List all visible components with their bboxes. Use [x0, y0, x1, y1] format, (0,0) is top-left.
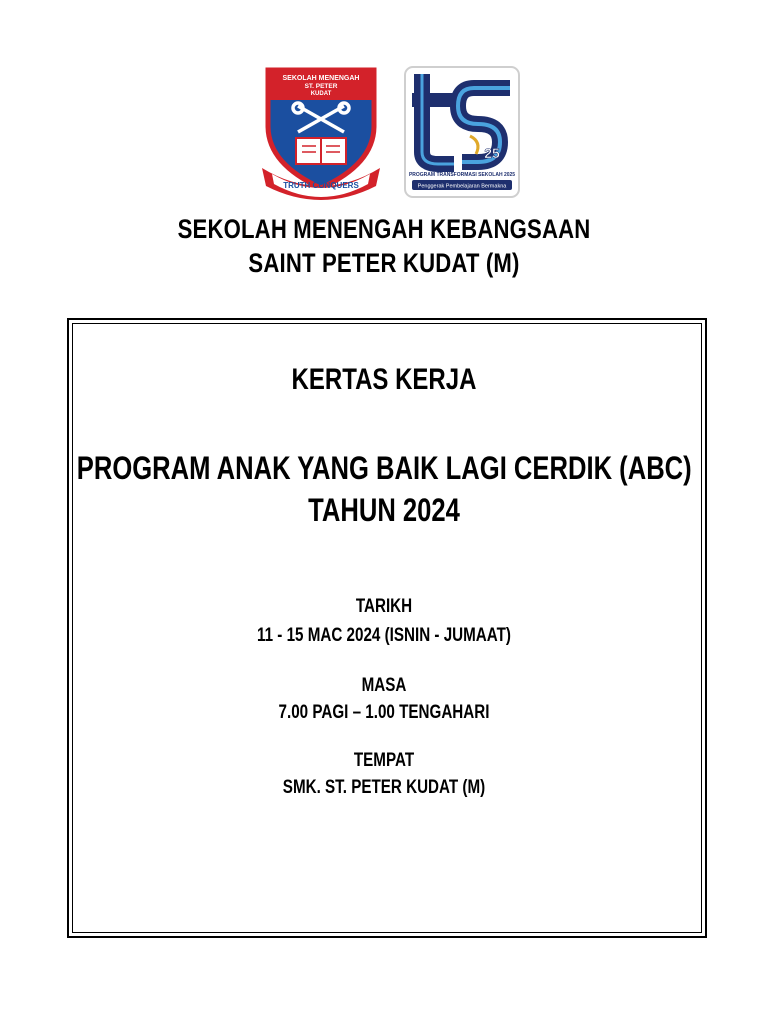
- program-title: [77, 447, 691, 531]
- venue-value: SMK. ST. PETER KUDAT (M): [282, 777, 486, 798]
- time-label: MASA: [361, 675, 407, 696]
- ts25-number: 25: [484, 145, 500, 161]
- crest-text-2: ST. PETER: [304, 83, 338, 90]
- time-value: 7.00 PAGI – 1.00 TENGAHARI: [278, 702, 490, 723]
- document-type-label: KERTAS KERJA: [291, 363, 477, 396]
- logos-row: [0, 64, 768, 204]
- school-crest-logo: [262, 64, 380, 200]
- program-title-line-2: TAHUN 2024: [308, 492, 460, 528]
- open-book-icon: [296, 138, 346, 164]
- ts25-caption: PROGRAM TRANSFORMASI SEKOLAH 2025: [408, 172, 516, 178]
- ts25-logo: [404, 66, 520, 198]
- crest-motto: TRUTH CONQUERS: [283, 181, 359, 190]
- date-value: 11 - 15 MAC 2024 (ISNIN - JUMAAT): [257, 625, 511, 646]
- school-name-line-1: SEKOLAH MENENGAH KEBANGSAAN: [177, 214, 591, 244]
- crest-text-3: KUDAT: [310, 91, 332, 97]
- ts25-tagline: Penggerak Pembelajaran Bermakna: [417, 183, 507, 190]
- crest-text-1: SEKOLAH MENENGAH: [282, 75, 360, 82]
- school-name-line-2: SAINT PETER KUDAT (M): [248, 248, 520, 278]
- venue-label: TEMPAT: [353, 750, 415, 771]
- date-label: TARIKH: [355, 596, 413, 617]
- school-name-heading: [69, 212, 699, 280]
- program-title-line-1: PROGRAM ANAK YANG BAIK LAGI CERDIK (ABC): [76, 450, 692, 486]
